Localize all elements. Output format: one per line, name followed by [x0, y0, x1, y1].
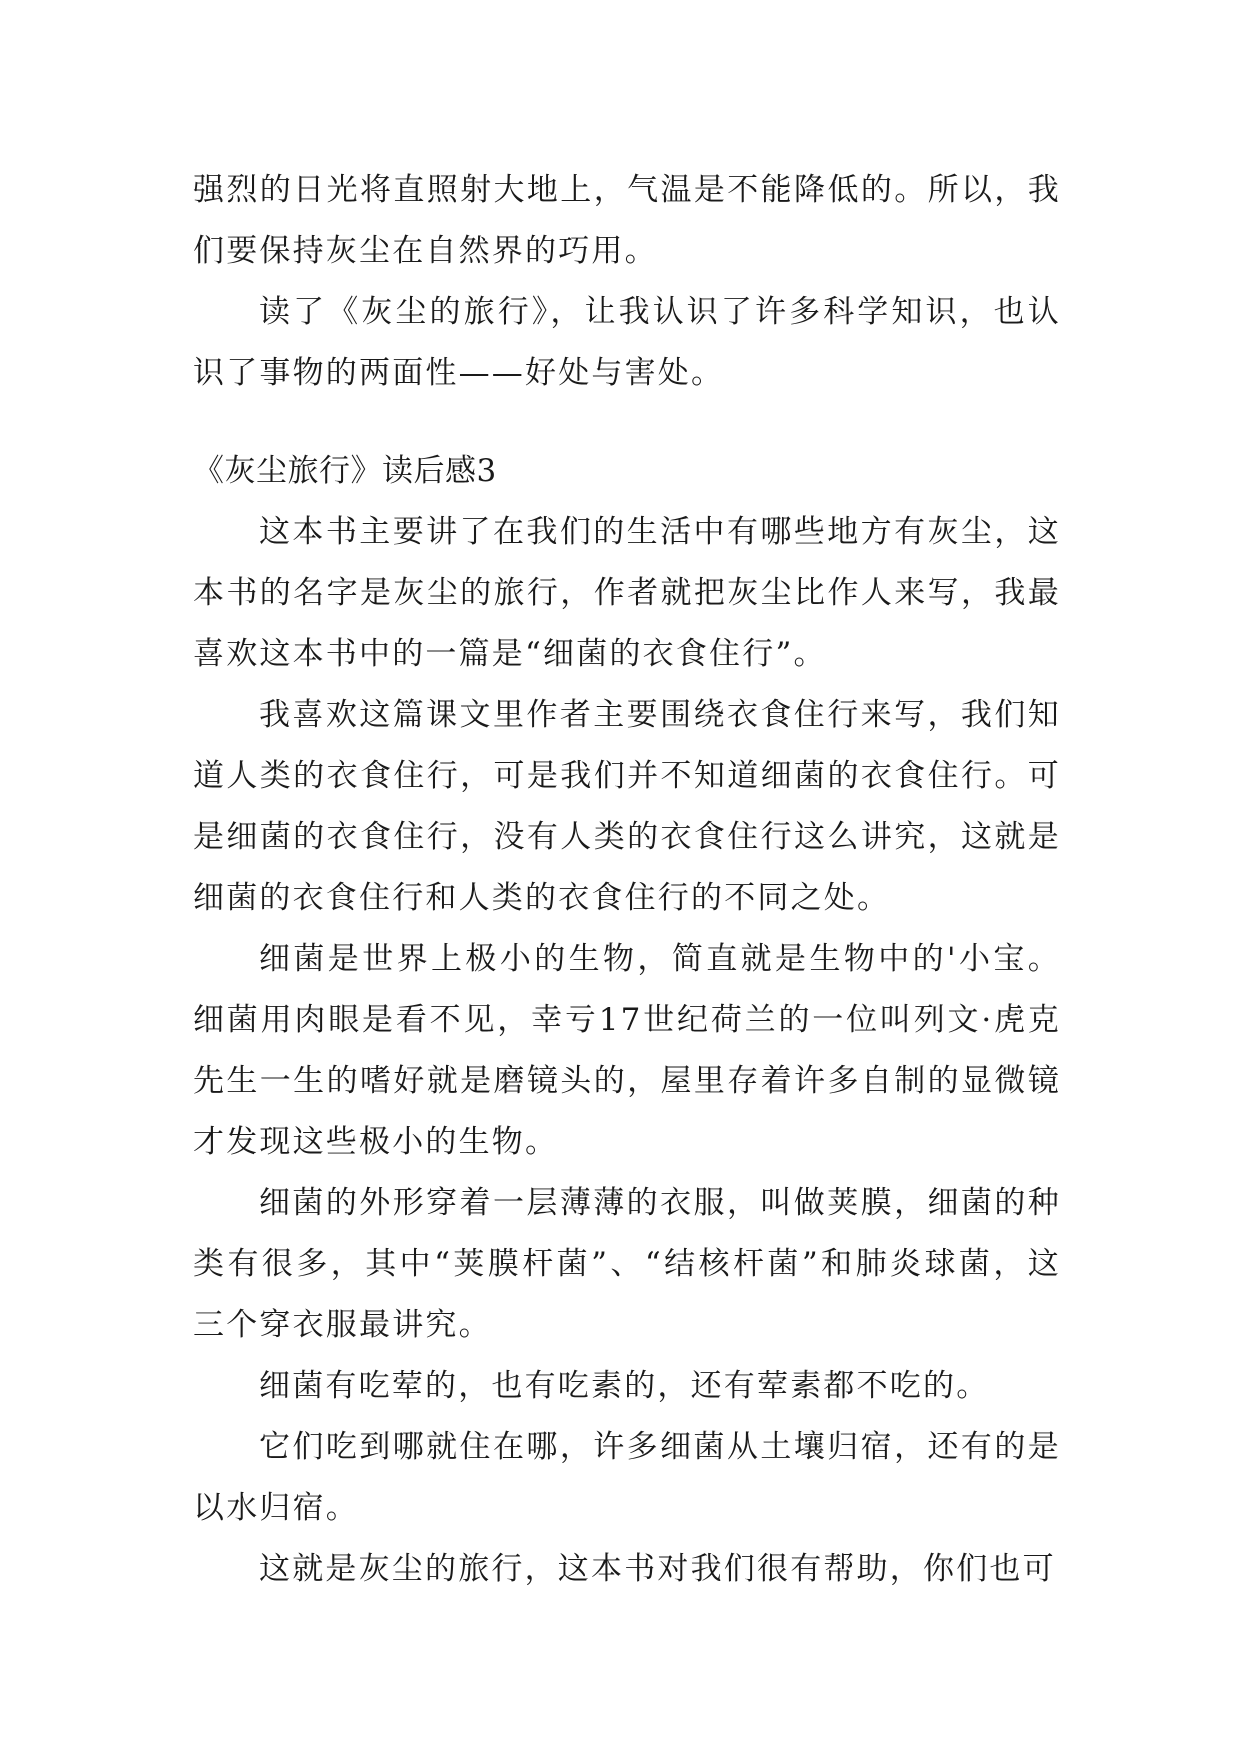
paragraph-clothing-food: 我喜欢这篇课文里作者主要围绕衣食住行来写，我们知道人类的衣食住行，可是我们并不知道细菌的衣食住行。可是细菌的衣食住行，没有人类的衣食住行这么讲究，这就是细菌的衣食住行和人类的衣食住行的不同之处。 — [193, 697, 1061, 916]
paragraph-conclusion: 读了《灰尘的旅行》，让我认识了许多科学知识，也认识了事物的两面性——好处与害处。 — [193, 294, 1061, 391]
paragraph-book-intro: 这本书主要讲了在我们的生活中有哪些地方有灰尘，这本书的名字是灰尘的旅行，作者就把灰尘比作人来写，我最喜欢这本书中的一篇是“细菌的衣食住行”。 — [193, 514, 1061, 672]
paragraph-capsule: 细菌的外形穿着一层薄薄的衣服，叫做荚膜，细菌的种类有很多，其中“荚膜杆菌”、“结核杆菌”和肺炎球菌，这三个穿衣服最讲究。 — [193, 1185, 1061, 1343]
paragraph-continuation: 强烈的日光将直照射大地上，气温是不能降低的。所以，我们要保持灰尘在自然界的巧用。 — [193, 172, 1061, 269]
document-body — [193, 160, 1061, 1600]
section-title: 《灰尘旅行》读后感3 — [193, 453, 497, 489]
paragraph-habitat: 它们吃到哪就住在哪，许多细菌从土壤归宿，还有的是以水归宿。 — [193, 1429, 1061, 1526]
paragraph-diet: 细菌有吃荤的，也有吃素的，还有荤素都不吃的。 — [259, 1368, 990, 1404]
paragraph-closing: 这就是灰尘的旅行，这本书对我们很有帮助，你们也可 — [259, 1551, 1056, 1587]
paragraph-tiny-organisms: 细菌是世界上极小的生物，简直就是生物中的'小宝。细菌用肉眼是看不见，幸亏17世纪荷兰的一位叫列文·虎克先生一生的嗜好就是磨镜头的，屋里存着许多自制的显微镜才发现这些极小的生物。 — [193, 941, 1061, 1160]
